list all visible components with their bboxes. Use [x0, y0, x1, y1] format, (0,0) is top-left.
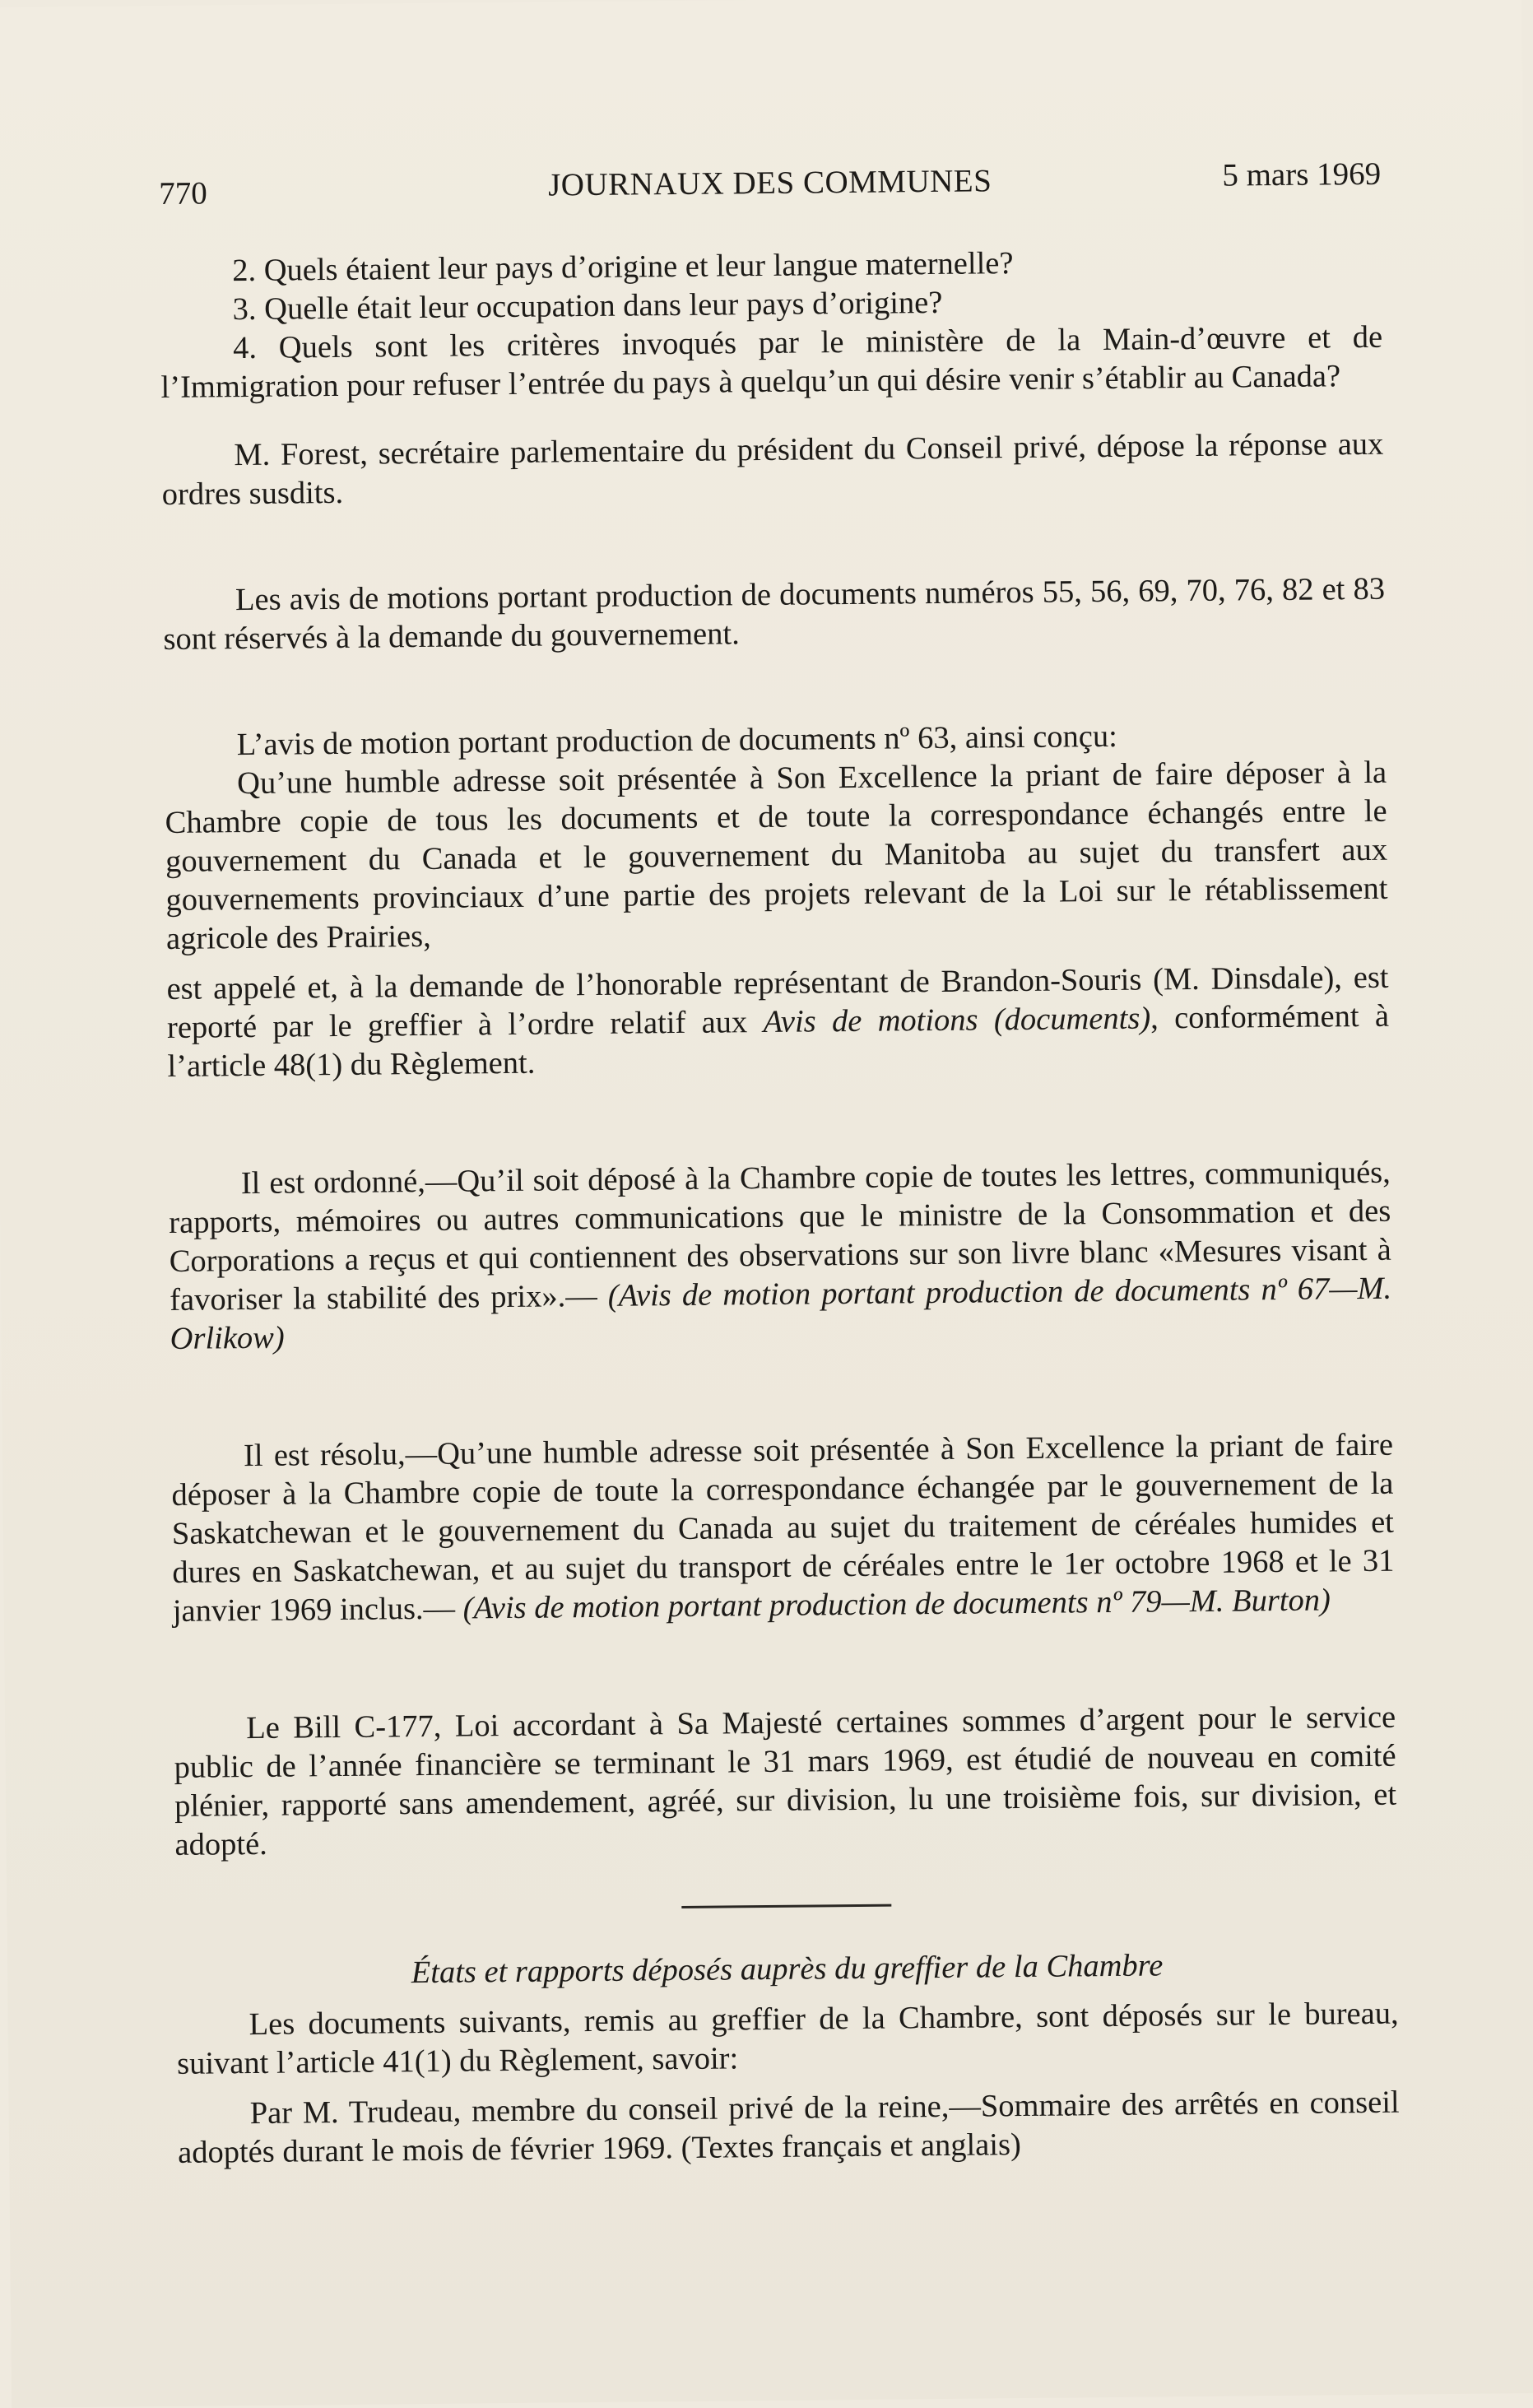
reserved-notices-paragraph: Les avis de motions portant production de documents numéros 55, 56, 69, 70, 76, 82 et 83 sont réservés à la demande du gouvernement. [163, 571, 1386, 657]
resolution-79-citation: (Avis de motion portant production de documents nº 79—M. Burton) [462, 1583, 1331, 1626]
resolution-79-paragraph [171, 1426, 1395, 1631]
notice-63-outcome [166, 959, 1389, 1086]
page-body [160, 241, 1400, 2173]
section-intro: Les documents suivants, remis au greffier de la Chambre, sont déposés sur le bureau, suivant l’article 41(1) du Règlement, savoir: [176, 1996, 1399, 2081]
notice-63-intro: L’avis de motion portant production de documents nº 63, ainsi conçu: [236, 718, 1118, 763]
section-divider [681, 1904, 891, 1908]
page-header [159, 156, 1382, 216]
section-title: États et rapports déposés auprès du greffier de la Chambre [411, 1948, 1164, 1991]
order-67-text: Il est ordonné,—Qu’il soit déposé à la Chambre copie de toutes les lettres, communiqués, rapports, mémoires ou autres communications que le ministre de la Consommation et des Corporations a reçus et qui contiennent des observations sur son livre blanc «Mesures visant à favoriser la stabilité des prix».— [169, 1155, 1391, 1318]
notice-63-outcome-italic: Avis de motions (documents) [763, 1001, 1151, 1040]
journal-title: JOURNAUX DES COMMUNES [547, 163, 992, 203]
section-item: Par M. Trudeau, membre du conseil privé de la reine,—Sommaire des arrêtés en conseil adoptés durant le mois de février 1969. (Textes français et anglais) [177, 2085, 1400, 2170]
question-4: 4. Quels sont les critères invoqués par le ministère de la Main-d’œuvre et de l’Immigration pour refuser l’entrée du pays à quelqu’un qui désire venir s’établir au Canada? [160, 319, 1383, 406]
order-67-paragraph [169, 1154, 1392, 1359]
page-date: 5 mars 1969 [1222, 156, 1382, 193]
order-67-citation: (Avis de motion portant production de documents nº 67—M. Orlikow) [170, 1271, 1392, 1356]
question-3: 3. Quelle était leur occupation dans leur pays d’origine? [232, 285, 943, 328]
bill-c177-paragraph: Le Bill C-177, Loi accordant à Sa Majesté certaines sommes d’argent pour le service public de l’année financière se terminant le 31 mars 1969, est étudié de nouveau en comité plénier, rapporté sans amendement, agréé, sur division, lu une troisième fois, sur division, et adopté. [174, 1699, 1397, 1862]
question-2: 2. Quels étaient leur pays d’origine et leur langue maternelle? [232, 246, 1014, 289]
notice-63-outcome-after: , conformément à l’article 48(1) du Règlement. [167, 998, 1390, 1084]
notice-63-motion: Qu’une humble adresse soit présentée à Son Excellence la priant de faire déposer à la Chambre copie de tous les documents et de toute la correspondance échangés entre le gouvernement du Canada et le gouvernement du Manitoba au sujet du transfert aux gouvernements provinciaux d’une partie des projets relevant de la Loi sur le rétablissement agricole des Prairies, [165, 755, 1388, 956]
answer-paragraph: M. Forest, secrétaire parlementaire du président du Conseil privé, dépose la réponse aux ordres susdits. [161, 426, 1384, 512]
notice-63-outcome-before: est appelé et, à la demande de l’honorable représentant de Brandon-Souris (M. Dinsdale), est reporté par le greffier à l’ordre relatif aux [166, 960, 1389, 1045]
resolution-79-text: Il est résolu,—Qu’une humble adresse soit présentée à Son Excellence la priant de faire déposer à la Chambre copie de toute la correspondance échangée par le gouvernement de la Saskatchewan et le gouvernement du Canada au sujet du traitement de céréales humides et dures en Saskatchewan, et au sujet du transport de céréales entre le 1er octobre 1968 et le 31 janvier 1969 inclus.— [171, 1427, 1395, 1629]
page-number: 770 [159, 175, 208, 212]
